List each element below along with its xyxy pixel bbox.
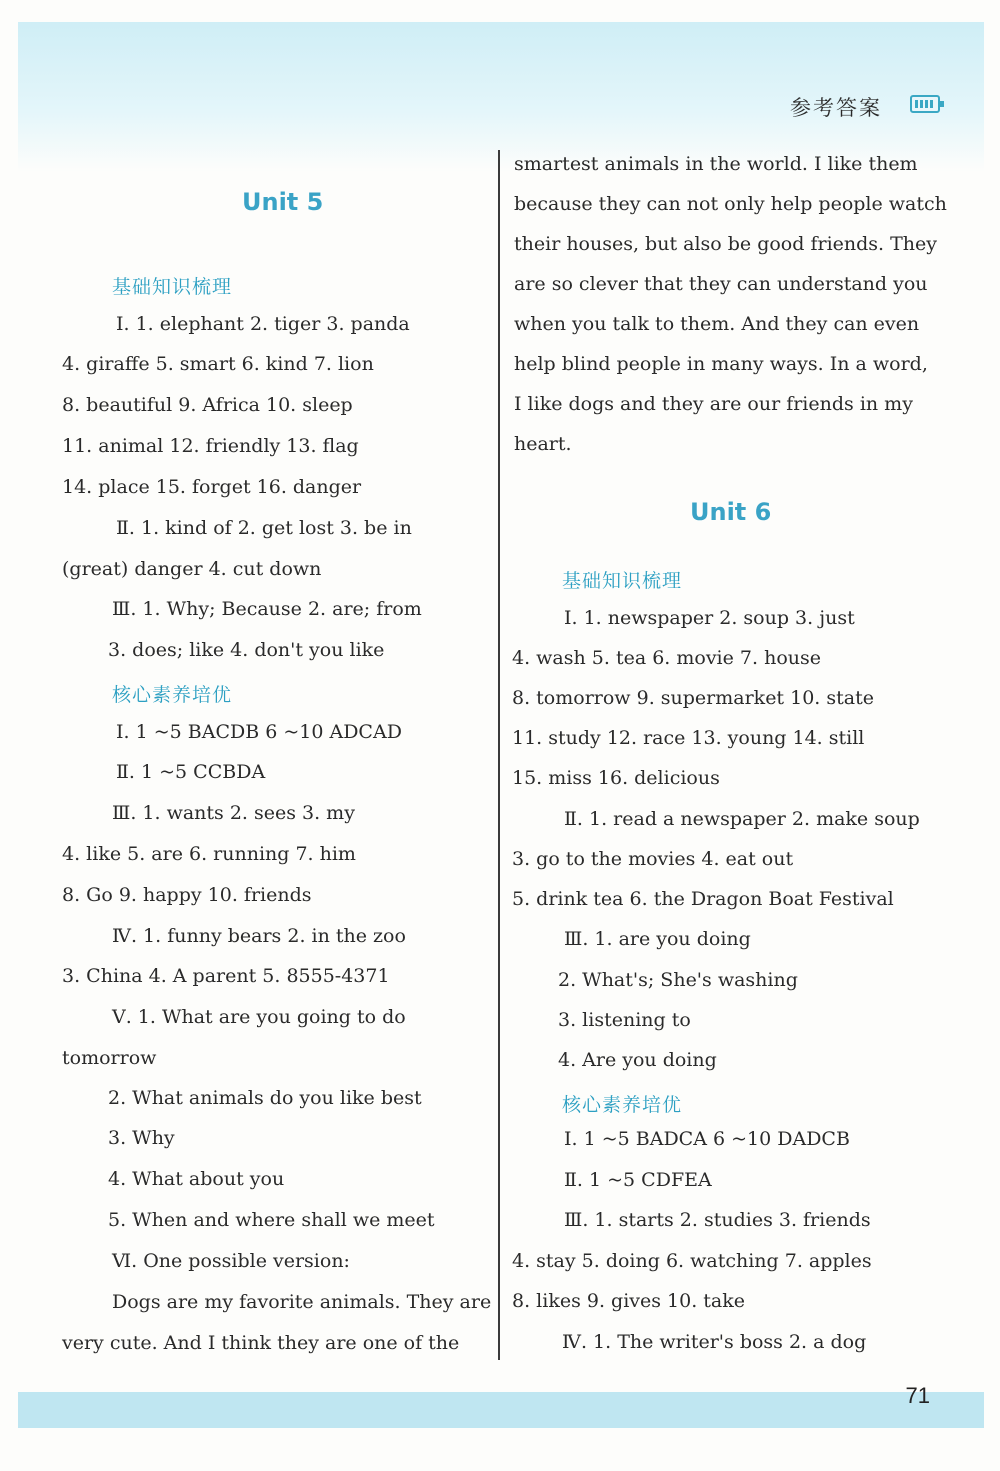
essay-line: smartest animals in the world. I like them [514, 153, 918, 175]
answer-line: Ⅱ. 1 ~5 CCBDA [116, 761, 266, 783]
answer-line: 15. miss 16. delicious [512, 767, 720, 789]
section-core-literacy: 核心素养培优 [562, 1094, 683, 1116]
answer-line: 11. animal 12. friendly 13. flag [62, 435, 359, 457]
answer-line: 2. What's; She's washing [558, 969, 798, 991]
answer-line: 14. place 15. forget 16. danger [62, 476, 362, 498]
essay-line: are so clever that they can understand you [514, 273, 928, 295]
answer-line: (great) danger 4. cut down [62, 558, 322, 580]
section-basic-knowledge: 基础知识梳理 [562, 570, 683, 592]
answer-line: 11. study 12. race 13. young 14. still [512, 727, 865, 749]
essay-line: because they can not only help people watch [514, 193, 947, 215]
answer-line: 8. likes 9. gives 10. take [512, 1290, 746, 1312]
answer-line: Ⅲ. 1. wants 2. sees 3. my [112, 802, 355, 824]
answer-line: 3. Why [108, 1127, 175, 1149]
answer-line: 4. stay 5. doing 6. watching 7. apples [512, 1250, 872, 1272]
answer-line: 3. go to the movies 4. eat out [512, 848, 794, 870]
section-basic-knowledge: 基础知识梳理 [112, 276, 233, 298]
column-divider [498, 150, 500, 1360]
unit-5-title: Unit 5 [242, 188, 324, 216]
answer-line: Ⅲ. 1. Why; Because 2. are; from [112, 598, 422, 620]
essay-line: when you talk to them. And they can even [514, 313, 920, 335]
answer-line: 2. What animals do you like best [108, 1087, 422, 1109]
section-core-literacy: 核心素养培优 [112, 684, 233, 706]
answer-line: 4. What about you [108, 1168, 285, 1190]
answer-line: Ⅰ. 1 ~5 BACDB 6 ~10 ADCAD [116, 721, 402, 743]
answer-line: Ⅳ. 1. funny bears 2. in the zoo [112, 925, 406, 947]
answer-line: 3. does; like 4. don't you like [108, 639, 385, 661]
answer-line: 4. Are you doing [558, 1049, 717, 1071]
footer-band [18, 1392, 984, 1428]
answer-line: Ⅱ. 1 ~5 CDFEA [564, 1169, 712, 1191]
answer-line: Ⅲ. 1. are you doing [564, 928, 751, 950]
answer-line: 8. beautiful 9. Africa 10. sleep [62, 394, 353, 416]
essay-line: their houses, but also be good friends. They [514, 233, 938, 255]
essay-line: very cute. And I think they are one of the [62, 1332, 460, 1354]
answer-line: tomorrow [62, 1047, 157, 1069]
header-title: 参考答案 [790, 96, 882, 120]
answer-line: 3. China 4. A parent 5. 8555-4371 [62, 965, 390, 987]
book-battery-icon [910, 95, 940, 113]
answer-line: Ⅰ. 1. newspaper 2. soup 3. just [564, 607, 855, 629]
unit-6-title: Unit 6 [690, 498, 772, 526]
answer-line: Ⅳ. 1. The writer's boss 2. a dog [562, 1331, 867, 1353]
answer-line: Ⅱ. 1. kind of 2. get lost 3. be in [116, 517, 412, 539]
page-number: 71 [905, 1383, 930, 1408]
answer-line: 8. tomorrow 9. supermarket 10. state [512, 687, 874, 709]
essay-line: help blind people in many ways. In a word, [514, 353, 928, 375]
answer-line: Ⅰ. 1. elephant 2. tiger 3. panda [116, 313, 410, 335]
essay-line: I like dogs and they are our friends in my [514, 393, 913, 415]
answer-line: 5. drink tea 6. the Dragon Boat Festival [512, 888, 894, 910]
answer-line: 3. listening to [558, 1009, 691, 1031]
answer-line: Ⅴ. 1. What are you going to do [112, 1006, 406, 1028]
answer-line: Ⅲ. 1. starts 2. studies 3. friends [564, 1209, 871, 1231]
answer-line: 4. wash 5. tea 6. movie 7. house [512, 647, 821, 669]
answer-line: Ⅱ. 1. read a newspaper 2. make soup [564, 808, 920, 830]
essay-line: Dogs are my favorite animals. They are [112, 1291, 492, 1313]
answer-line: 4. like 5. are 6. running 7. him [62, 843, 356, 865]
answer-line: Ⅵ. One possible version: [112, 1250, 350, 1272]
answer-line: 4. giraffe 5. smart 6. kind 7. lion [62, 353, 374, 375]
answer-line: 5. When and where shall we meet [108, 1209, 435, 1231]
answer-line: 8. Go 9. happy 10. friends [62, 884, 312, 906]
answer-line: Ⅰ. 1 ~5 BADCA 6 ~10 DADCB [564, 1128, 850, 1150]
essay-line: heart. [514, 433, 572, 455]
